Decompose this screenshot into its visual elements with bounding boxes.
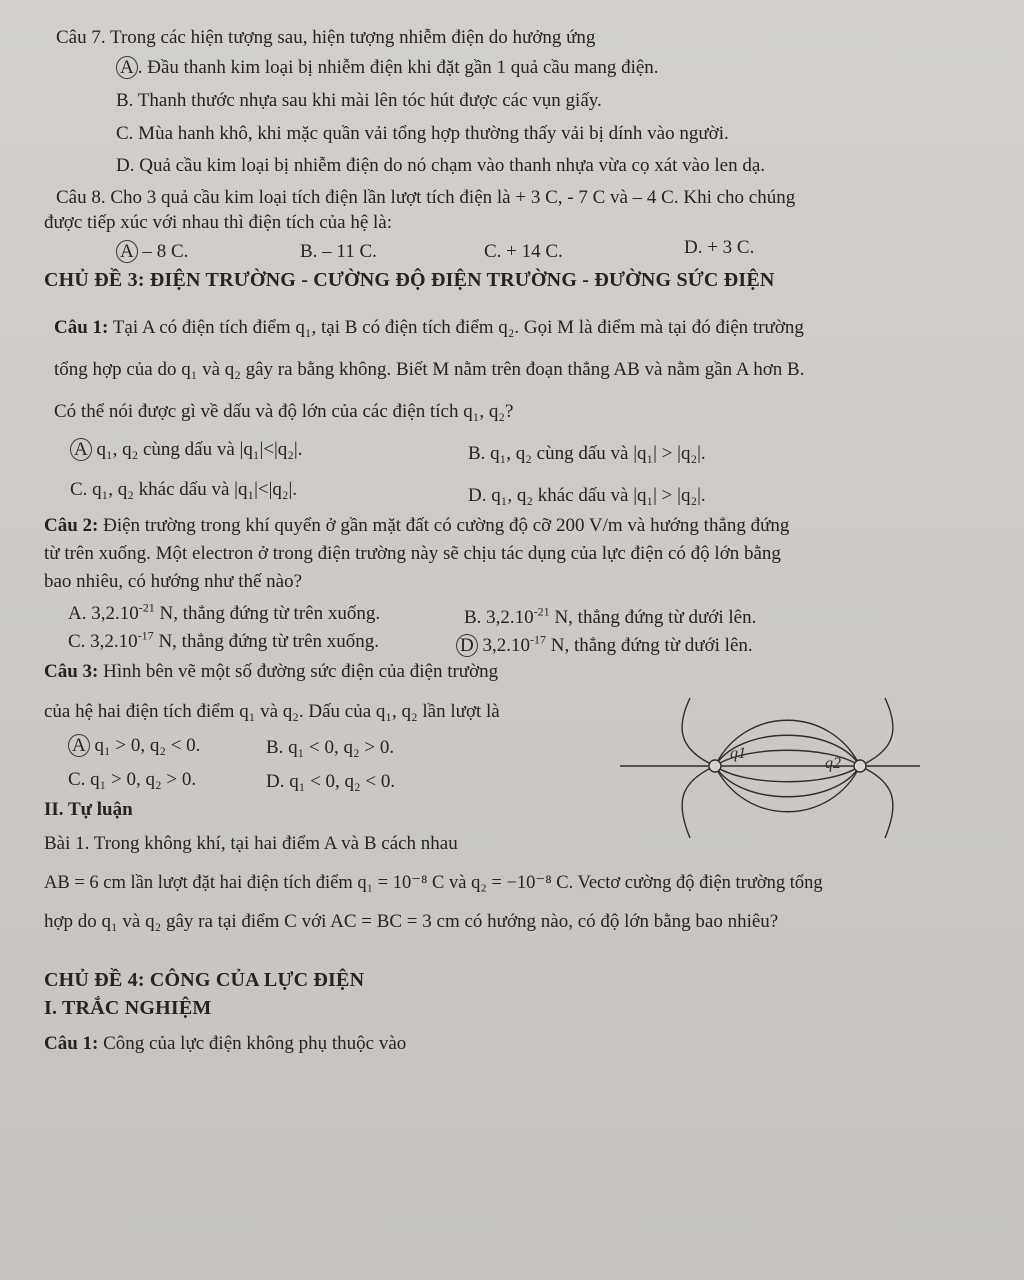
t3q3-option-d: D. q₁ < 0, q₂ < 0.	[266, 771, 396, 792]
q7-option-b: B. Thanh thước nhựa sau khi mài lên tóc hút được các vụn giấy.	[116, 90, 602, 111]
t3q2-line2: từ trên xuống. Một electron ở trong điện trường này sẽ chịu tác dụng của lực điện có độ lớn bằng	[44, 543, 781, 564]
t3q1-line2: tổng hợp của do q₁ và q₂ gây ra bằng không. Biết M nằm trên đoạn thẳng AB và nằm gần A hơn B.	[54, 359, 805, 380]
q8-option-a: A – 8 C.	[116, 240, 188, 263]
field-line-outer-right-bottom	[860, 766, 893, 838]
t3q1-line3: Có thể nói được gì về dấu và độ lớn của các điện tích q₁, q₂?	[54, 401, 514, 422]
essay-line2: AB = 6 cm lần lượt đặt hai điện tích điểm q₁ = 10⁻⁸ C và q₂ = −10⁻⁸ C. Vectơ cường độ điện trường tổng	[44, 873, 823, 893]
mcq-heading: I. TRẮC NGHIỆM	[44, 997, 212, 1019]
field-lines-figure	[620, 690, 920, 850]
t3q2-option-c: C. $3,2.10^{-17}$ N, thẳng đứng từ trên xuống.	[68, 628, 380, 652]
t3q1-option-d: D. q₁, q₂ khác dấu và |q₁| > |q₂|.	[468, 485, 706, 506]
t3q3-line1: Câu 3: Hình bên vẽ một số đường sức điện của điện trường	[44, 661, 499, 682]
q8-option-d: D. + 3 C.	[684, 237, 755, 258]
q7-option-d: D. Quả cầu kim loại bị nhiễm điện do nó chạm vào thanh nhựa vừa cọ xát vào len dạ.	[116, 155, 765, 176]
field-line-outer-left-bottom	[682, 766, 715, 838]
answer-circle-icon: D	[456, 634, 478, 657]
q7-option-a: A . Đầu thanh kim loại bị nhiễm điện khi đặt gần 1 quả cầu mang điện.	[116, 56, 659, 79]
q8-option-c: C. + 14 C.	[484, 241, 563, 262]
field-line-lower-1	[715, 766, 860, 812]
t3q1-option-a: A q₁, q₂ cùng dấu và |q₁|<|q₂|.	[70, 438, 302, 461]
charge-q1	[709, 760, 721, 772]
t3q3-option-a: A q₁ > 0, q₂ < 0.	[68, 734, 200, 757]
t4q1-line: Câu 1: Công của lực điện không phụ thuộc vào	[44, 1033, 407, 1054]
label-q2: q2	[825, 755, 841, 772]
label-q1: q1	[730, 745, 746, 762]
answer-circle-icon: A	[116, 240, 138, 263]
answer-circle-icon: A	[68, 734, 90, 757]
essay-line1: Bài 1. Trong không khí, tại hai điểm A và B cách nhau	[44, 833, 458, 854]
t3q1-option-b: B. q₁, q₂ cùng dấu và |q₁| > |q₂|.	[468, 443, 706, 464]
topic4-heading: CHỦ ĐỀ 4: CÔNG CỦA LỰC ĐIỆN	[44, 969, 365, 991]
field-line-outer-left-top	[682, 698, 715, 766]
t3q1-line1: Câu 1: Tại A có điện tích điểm q₁, tại B có điện tích điểm q₂. Gọi M là điểm mà tại đó điện trường	[54, 317, 804, 338]
essay-heading: II. Tự luận	[44, 799, 133, 820]
q7-stem: Câu 7. Trong các hiện tượng sau, hiện tượng nhiễm điện do hưởng ứng	[56, 27, 596, 48]
q8-stem-line2: được tiếp xúc với nhau thì điện tích của hệ là:	[44, 212, 393, 233]
answer-circle-icon: A	[70, 438, 92, 461]
t3q3-option-b: B. q₁ < 0, q₂ > 0.	[266, 737, 395, 758]
t3q2-option-a: A. $3,2.10^{-21}$ N, thẳng đứng từ trên xuống.	[68, 600, 381, 624]
t3q1-option-c: C. q₁, q₂ khác dấu và |q₁|<|q₂|.	[70, 479, 298, 500]
topic3-heading: CHỦ ĐỀ 3: ĐIỆN TRƯỜNG - CƯỜNG ĐỘ ĐIỆN TRƯỜNG - ĐƯỜNG SỨC ĐIỆN	[44, 269, 775, 291]
t3q2-option-b: B. $3,2.10^{-21}$ N, thẳng đứng từ dưới lên.	[464, 604, 757, 628]
q7-option-c: C. Mùa hanh khô, khi mặc quần vải tổng hợp thường thấy vải bị dính vào người.	[116, 123, 729, 144]
q8-option-b: B. – 11 C.	[300, 241, 377, 262]
t3q2-option-d: D $3,2.10^{-17}$ N, thẳng đứng từ dưới lên.	[456, 634, 753, 657]
answer-circle-icon: A	[116, 56, 138, 79]
field-line-outer-right-top	[860, 698, 893, 766]
essay-line3: hợp do q₁ và q₂ gây ra tại điểm C với AC = BC = 3 cm có hướng nào, có độ lớn bằng bao nhiêu?	[44, 911, 779, 932]
charge-q2	[854, 760, 866, 772]
t3q3-line2: của hệ hai điện tích điểm q₁ và q₂. Dấu của q₁, q₂ lần lượt là	[44, 701, 500, 722]
t3q2-line1: Câu 2: Điện trường trong khí quyển ở gần mặt đất có cường độ cỡ 200 V/m và hướng thẳng đứng	[44, 515, 790, 536]
t3q2-line3: bao nhiêu, có hướng như thế nào?	[44, 571, 303, 592]
t3q3-option-c: C. q₁ > 0, q₂ > 0.	[68, 769, 197, 790]
q8-stem-line1: Câu 8. Cho 3 quả cầu kim loại tích điện lần lượt tích điện là + 3 C, - 7 C và – 4 C. Khi cho chúng	[56, 187, 796, 208]
